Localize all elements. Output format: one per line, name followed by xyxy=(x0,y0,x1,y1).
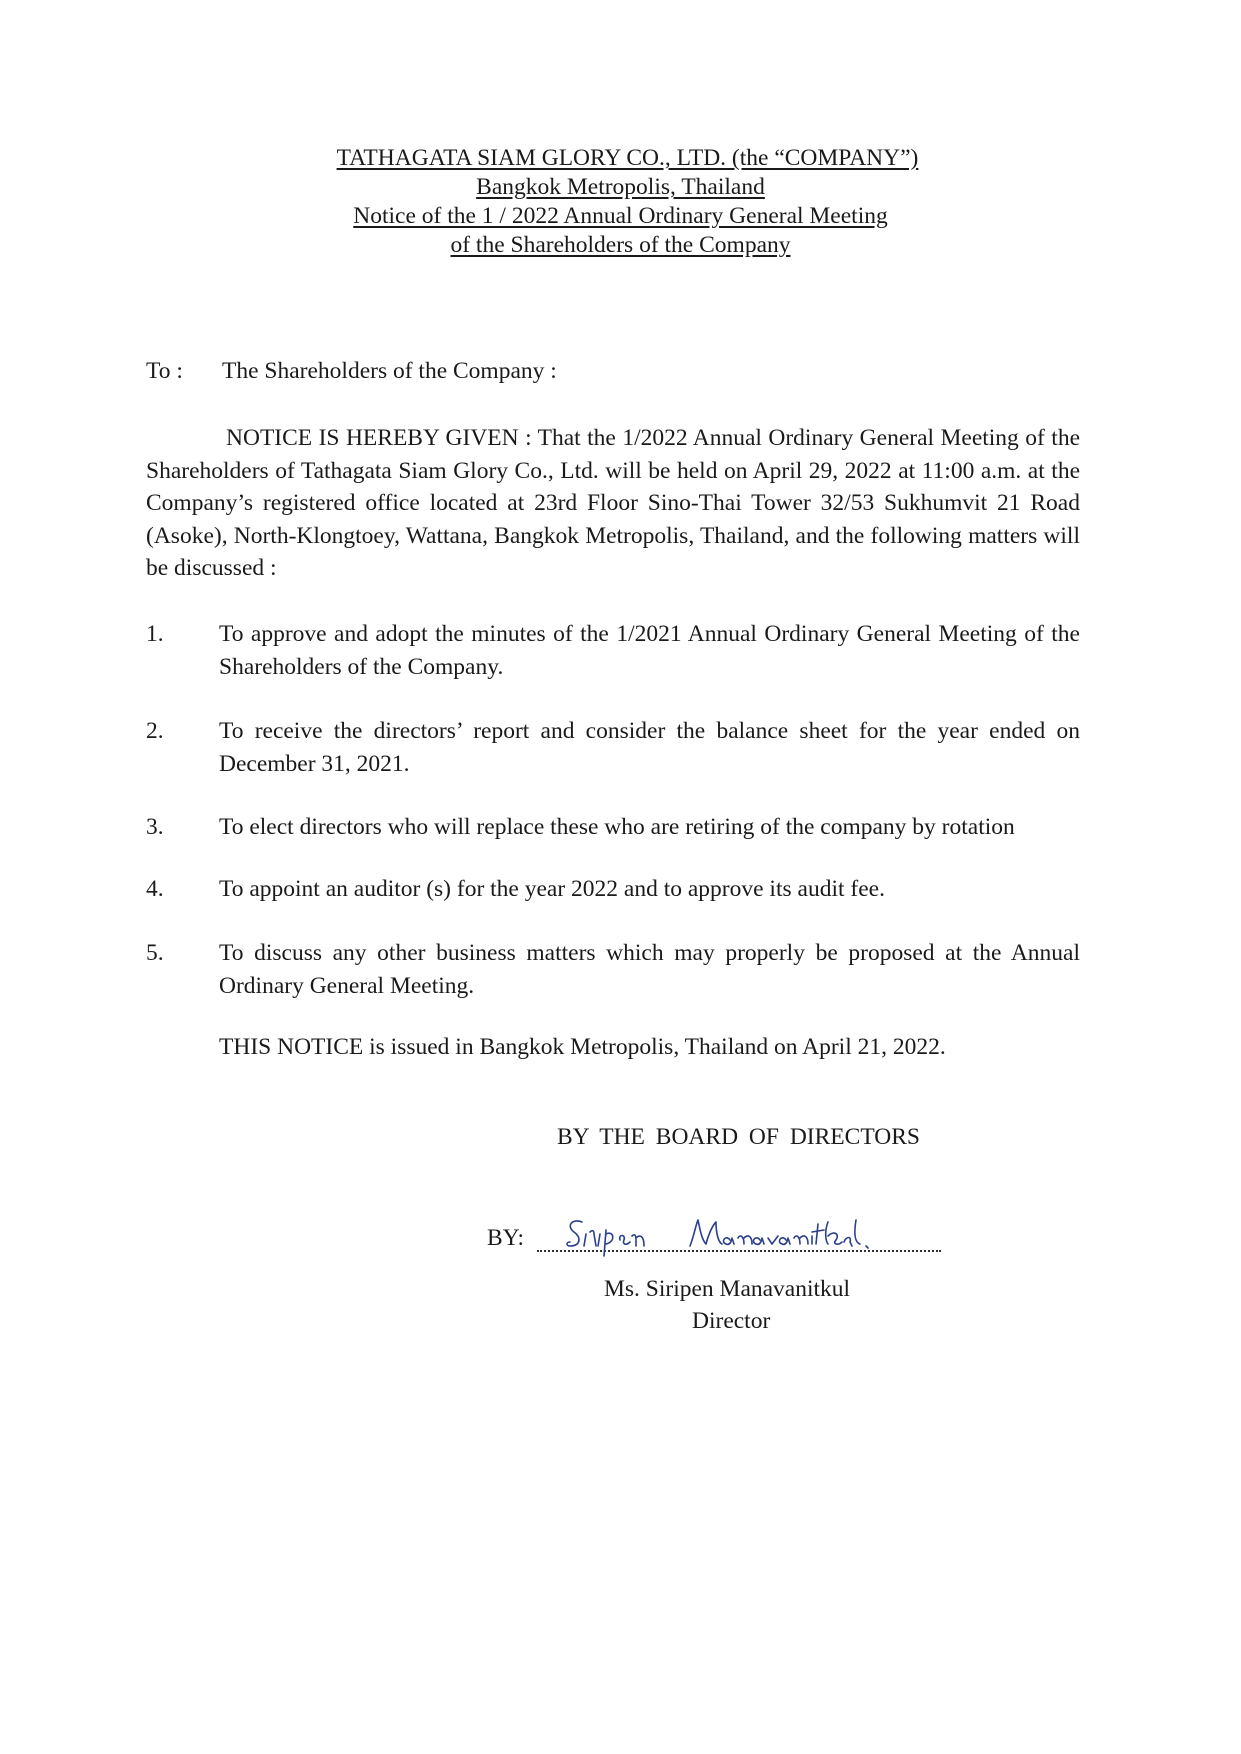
by-label: BY: xyxy=(487,1225,525,1251)
handwritten-signature xyxy=(560,1212,880,1258)
to-label: To : xyxy=(146,358,183,384)
agenda-item xyxy=(146,715,1080,780)
signer-title: Director xyxy=(692,1308,771,1334)
signature-strokes xyxy=(567,1220,868,1256)
agenda-item xyxy=(146,937,1080,1002)
signer-name: Ms. Siripen Manavanitkul xyxy=(604,1276,851,1302)
board-line: BY THE BOARD OF DIRECTORS xyxy=(557,1124,920,1150)
company-name: TATHAGATA SIAM GLORY CO., LTD. (the “COMPANY”) xyxy=(336,145,919,171)
addressee-line xyxy=(146,358,557,385)
notice-title: Notice of the 1 / 2022 Annual Ordinary General Meeting xyxy=(353,203,888,229)
notice-paragraph: NOTICE IS HEREBY GIVEN : That the 1/2022 Annual Ordinary General Meeting of the Shareholders of Tathagata Siam Glory Co., Ltd. will be held on April 29, 2022 at 11:00 a.m. at the Company’s registered office located at 23rd Floor Sino-Thai Tower 32/53 Sukhumvit 21 Road (Asoke), North-Klongtoey, Wattana, Bangkok Metropolis, Thailand, and the following matters will be discussed : xyxy=(146,425,1080,581)
agenda-text: To receive the directors’ report and consider the balance sheet for the year ended on December 31, 2021. xyxy=(219,718,1080,777)
agenda-item xyxy=(146,873,1080,906)
document-header xyxy=(0,144,1241,260)
agenda-number: 2. xyxy=(146,718,164,744)
company-location: Bangkok Metropolis, Thailand xyxy=(476,174,765,200)
notice-subtitle: of the Shareholders of the Company xyxy=(450,232,791,258)
agenda-item xyxy=(146,811,1080,844)
agenda-number: 4. xyxy=(146,876,164,902)
agenda-text: To discuss any other business matters which may properly be proposed at the Annual Ordinary General Meeting. xyxy=(219,940,1080,999)
agenda-item xyxy=(146,618,1080,683)
agenda-text: To elect directors who will replace these who are retiring of the company by rotation xyxy=(219,814,1015,840)
addressee: The Shareholders of the Company : xyxy=(222,358,557,384)
issue-statement: THIS NOTICE is issued in Bangkok Metropolis, Thailand on April 21, 2022. xyxy=(219,1034,946,1060)
agenda-text: To approve and adopt the minutes of the 1/2021 Annual Ordinary General Meeting of the Shareholders of the Company. xyxy=(219,621,1080,680)
agenda-number: 3. xyxy=(146,814,164,840)
agenda-number: 5. xyxy=(146,940,164,966)
agenda-text: To appoint an auditor (s) for the year 2022 and to approve its audit fee. xyxy=(219,876,885,902)
agenda-number: 1. xyxy=(146,621,164,647)
